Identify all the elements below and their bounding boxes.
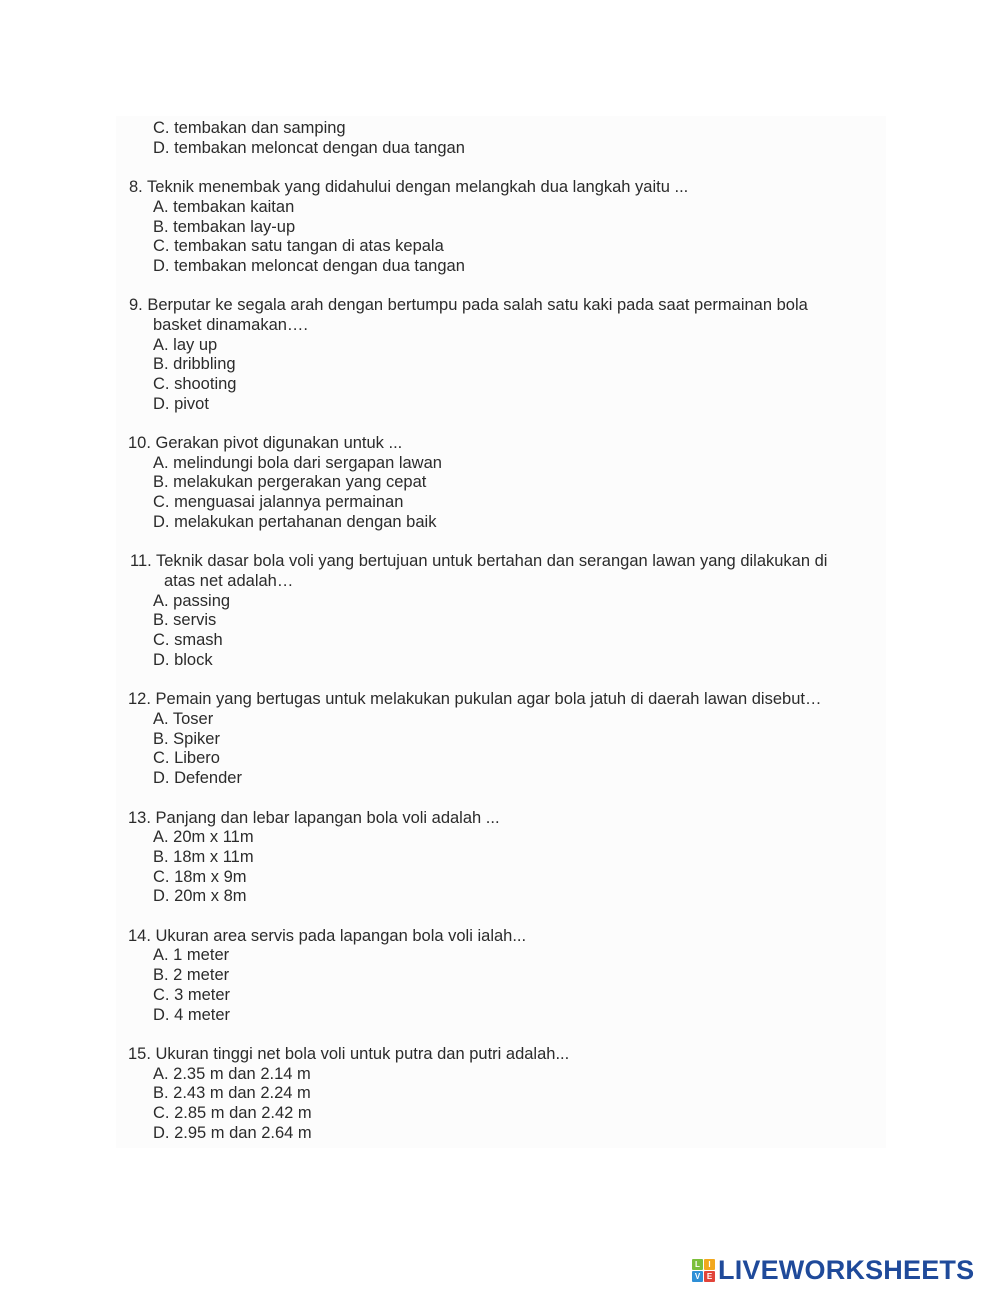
logo-mark-icon: L I V E: [692, 1259, 715, 1282]
question-13-option-b: B. 18m x 11m: [153, 848, 254, 866]
liveworksheets-logo: [692, 1256, 974, 1284]
question-10-text: 10. Gerakan pivot digunakan untuk ...: [128, 434, 403, 452]
question-11-text: 11. Teknik dasar bola voli yang bertujuan untuk bertahan dan serangan lawan yang dilakukan di: [130, 552, 828, 570]
question-10-option-d: D. melakukan pertahanan dengan baik: [153, 513, 437, 531]
question-12-option-a: A. Toser: [153, 710, 214, 728]
question-9-option-d: D. pivot: [153, 395, 209, 413]
question-15-option-d: D. 2.95 m dan 2.64 m: [153, 1124, 312, 1142]
question-11-option-d: D. block: [153, 651, 213, 669]
question-8-option-c: C. tembakan satu tangan di atas kepala: [153, 237, 444, 255]
question-14-option-b: B. 2 meter: [153, 966, 230, 984]
question-9-option-b: B. dribbling: [153, 355, 236, 373]
question-11-option-b: B. servis: [153, 611, 217, 629]
question-14-option-c: C. 3 meter: [153, 986, 231, 1004]
option-d: D. tembakan meloncat dengan dua tangan: [153, 139, 465, 157]
question-15-text: 15. Ukuran tinggi net bola voli untuk putra dan putri adalah...: [128, 1045, 570, 1063]
question-13-option-a: A. 20m x 11m: [153, 828, 254, 846]
question-15-option-a: A. 2.35 m dan 2.14 m: [153, 1065, 311, 1083]
question-13-text: 13. Panjang dan lebar lapangan bola voli adalah ...: [128, 809, 500, 827]
logo-text: LIVEWORKSHEETS: [718, 1255, 975, 1285]
question-14-text: 14. Ukuran area servis pada lapangan bola voli ialah...: [128, 927, 527, 945]
question-9-text-cont: basket dinamakan….: [153, 316, 309, 334]
question-12-option-c: C. Libero: [153, 749, 220, 767]
question-13-option-d: D. 20m x 8m: [153, 887, 247, 905]
question-12-option-b: B. Spiker: [153, 730, 220, 748]
question-12-text: 12. Pemain yang bertugas untuk melakukan pukulan agar bola jatuh di daerah lawan disebut…: [128, 690, 822, 708]
question-8-text: 8. Teknik menembak yang didahului dengan melangkah dua langkah yaitu ...: [129, 178, 689, 196]
question-9-text: 9. Berputar ke segala arah dengan bertumpu pada salah satu kaki pada saat permainan bola: [129, 296, 808, 314]
question-11-option-a: A. passing: [153, 592, 231, 610]
question-15-option-b: B. 2.43 m dan 2.24 m: [153, 1084, 311, 1102]
question-15-option-c: C. 2.85 m dan 2.42 m: [153, 1104, 312, 1122]
question-10-option-a: A. melindungi bola dari sergapan lawan: [153, 454, 442, 472]
question-8-option-a: A. tembakan kaitan: [153, 198, 295, 216]
question-9-option-a: A. lay up: [153, 336, 218, 354]
question-12-option-d: D. Defender: [153, 769, 242, 787]
question-14-option-a: A. 1 meter: [153, 946, 230, 964]
question-8-option-d: D. tembakan meloncat dengan dua tangan: [153, 257, 465, 275]
question-14-option-d: D. 4 meter: [153, 1006, 231, 1024]
question-8-option-b: B. tembakan lay-up: [153, 218, 296, 236]
question-9-option-c: C. shooting: [153, 375, 237, 393]
question-11-text-cont: atas net adalah…: [164, 572, 294, 590]
question-10-option-b: B. melakukan pergerakan yang cepat: [153, 473, 427, 491]
question-11-option-c: C. smash: [153, 631, 223, 649]
option-c: C. tembakan dan samping: [153, 119, 346, 137]
question-10-option-c: C. menguasai jalannya permainan: [153, 493, 404, 511]
question-13-option-c: C. 18m x 9m: [153, 868, 247, 886]
